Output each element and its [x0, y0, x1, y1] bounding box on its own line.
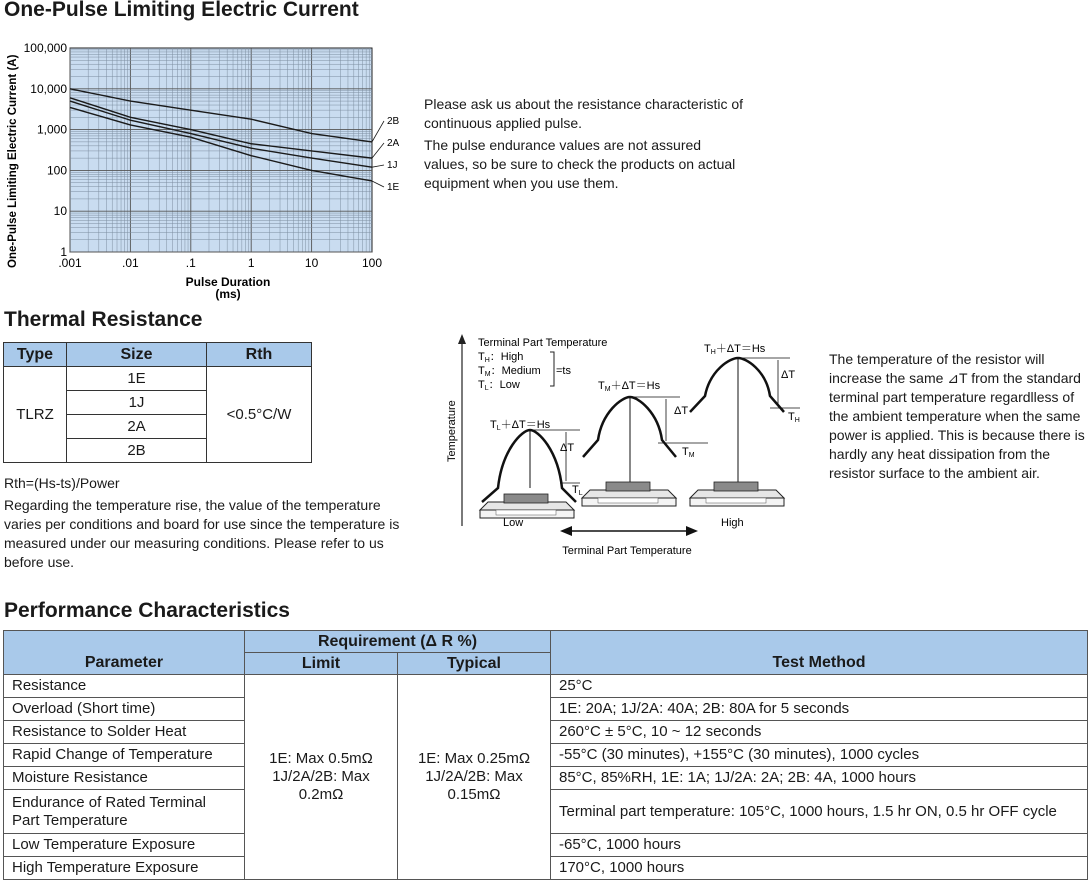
- perf-limit: [245, 675, 398, 880]
- svg-text:TM＋ΔT＝Hs: TM＋ΔT＝Hs: [598, 380, 661, 393]
- y-tick-label: 100: [46, 163, 67, 178]
- perf-method: Terminal part temperature: 105°C, 1000 hours, 1.5 hr ON, 0.5 hr OFF cycle: [551, 790, 1088, 834]
- perf-parameter: Resistance to Solder Heat: [4, 721, 245, 744]
- y-tick-label: 10,000: [30, 81, 67, 96]
- perf-method: 85°C, 85%RH, 1E: 1A; 1J/2A: 2A; 2B: 4A, 1000 hours: [551, 767, 1088, 790]
- thermal-header-size: Size: [67, 343, 207, 367]
- y-tick-label: 1: [60, 245, 67, 259]
- diagram-x-axis: Terminal Part Temperature: [562, 545, 692, 557]
- perf-header-parameter: Parameter: [4, 631, 245, 675]
- series-label-1E: 1E: [387, 182, 400, 193]
- series-label-1J: 1J: [387, 160, 398, 171]
- x-tick-label: 10: [304, 256, 319, 270]
- x-tick-label: 100: [361, 256, 383, 270]
- chip-high: [690, 482, 784, 506]
- x-axis-unit: (ms): [215, 287, 241, 301]
- thermal-header-type: Type: [4, 343, 67, 367]
- y-tick-label: 1,000: [36, 122, 67, 137]
- y-tick-label: 100,000: [23, 41, 67, 55]
- perf-parameter: Endurance of Rated Terminal Part Temperature: [4, 790, 245, 834]
- plot-area: [70, 48, 372, 252]
- perf-header-limit: Limit: [245, 653, 398, 675]
- diagram-y-axis: Temperature: [446, 400, 458, 462]
- thermal-rth-cell: <0.5°C/W: [207, 367, 312, 463]
- x-tick-label: 1: [247, 256, 255, 270]
- svg-text:ΔT: ΔT: [674, 405, 689, 417]
- svg-text:TM：Medium: TM：Medium: [478, 365, 541, 378]
- typical-line-2: 1J/2A/2B: Max: [425, 768, 523, 785]
- perf-parameter: Moisture Resistance: [4, 767, 245, 790]
- svg-text:TM: TM: [682, 446, 695, 459]
- thermal-paragraph: Regarding the temperature rise, the value of the temperature varies per conditions and board for use since the temperature is measured under our measuring conditions. Please refer to us before use.: [4, 497, 400, 570]
- perf-method: 260°C ± 5°C, 10 ~ 12 seconds: [551, 721, 1088, 744]
- svg-text:ΔT: ΔT: [781, 369, 796, 381]
- series-leader-2A: [372, 143, 384, 158]
- diagram-legend-ts: =ts: [556, 365, 571, 377]
- chart-grid: [70, 48, 372, 252]
- perf-parameter: High Temperature Exposure: [4, 857, 245, 880]
- perf-section-title: Performance Characteristics: [4, 599, 290, 622]
- perf-method: 170°C, 1000 hours: [551, 857, 1088, 880]
- chip-medium: [582, 482, 676, 506]
- perf-parameter: Overload (Short time): [4, 698, 245, 721]
- pulse-note-2: The pulse endurance values are not assured values, so be sure to check the products on actual equipment when you use them.: [424, 137, 736, 191]
- svg-text:TL: TL: [572, 484, 583, 497]
- series-leader-1J: [372, 165, 384, 167]
- svg-text:ΔT: ΔT: [560, 442, 575, 454]
- perf-method: -65°C, 1000 hours: [551, 834, 1088, 857]
- x-tick-label: .001: [58, 256, 82, 270]
- thermal-resistance-table: [3, 342, 312, 463]
- x-axis-label: Pulse Duration: [185, 275, 271, 289]
- limit-line-2: 1J/2A/2B: Max: [272, 768, 370, 785]
- thermal-size-cell: 2A: [67, 415, 207, 439]
- perf-parameter: Low Temperature Exposure: [4, 834, 245, 857]
- perf-typical: [398, 675, 551, 880]
- perf-method: 25°C: [551, 675, 1088, 698]
- perf-header-requirement: Requirement (Δ R %): [245, 631, 551, 653]
- perf-method: -55°C (30 minutes), +155°C (30 minutes), 1000 cycles: [551, 744, 1088, 767]
- thermal-header-rth: Rth: [207, 343, 312, 367]
- thermal-explanation: The temperature of the resistor will increase the same ⊿T from the standard terminal part temperature regardlless of the ambient temperature when the same power is applied. This is because there is hardly any heat dissipation from the resistor surface to the ambient air.: [829, 351, 1085, 481]
- temperature-diagram: [440, 330, 825, 565]
- svg-text:TL：Low: TL：Low: [478, 379, 520, 392]
- limit-line-1: 1E: Max 0.5mΩ: [269, 750, 373, 767]
- series-label-2A: 2A: [387, 138, 400, 149]
- diagram-label-low: Low: [503, 517, 524, 529]
- x-tick-label: .01: [122, 256, 139, 270]
- thermal-size-cell: 2B: [67, 439, 207, 463]
- pulse-section-title: One-Pulse Limiting Electric Current: [4, 0, 359, 21]
- x-tick-label: .1: [185, 256, 196, 270]
- pulse-chart: [0, 30, 410, 305]
- svg-text:TH：High: TH：High: [478, 351, 524, 364]
- y-tick-label: 10: [53, 204, 67, 219]
- performance-table: [3, 630, 1088, 880]
- svg-text:TH＋ΔT＝Hs: TH＋ΔT＝Hs: [704, 343, 766, 356]
- diagram-label-high: High: [721, 517, 744, 529]
- svg-text:TH: TH: [788, 411, 800, 424]
- pulse-note-1: Please ask us about the resistance characteristic of continuous applied pulse.: [424, 96, 744, 131]
- limit-line-3: 0.2mΩ: [298, 786, 344, 803]
- thermal-size-cell: 1J: [67, 391, 207, 415]
- perf-header-typical: Typical: [398, 653, 551, 675]
- perf-parameter: Rapid Change of Temperature: [4, 744, 245, 767]
- y-axis-label: One-Pulse Limiting Electric Current (A): [7, 54, 19, 268]
- series-leader-1E: [372, 181, 384, 187]
- svg-text:TL＋ΔT＝Hs: TL＋ΔT＝Hs: [490, 419, 551, 432]
- perf-method: 1E: 20A; 1J/2A: 40A; 2B: 80A for 5 seconds: [551, 698, 1088, 721]
- diagram-legend-title: Terminal Part Temperature: [478, 337, 608, 349]
- typical-line-3: 0.15mΩ: [447, 786, 501, 803]
- series-leader-2B: [372, 121, 384, 142]
- perf-header-test: Test Method: [551, 631, 1088, 675]
- thermal-type-cell: TLRZ: [4, 367, 67, 463]
- series-label-2B: 2B: [387, 116, 400, 127]
- thermal-formula: Rth=(Hs-ts)/Power: [4, 475, 120, 491]
- thermal-section-title: Thermal Resistance: [4, 308, 203, 331]
- thermal-size-cell: 1E: [67, 367, 207, 391]
- perf-parameter: Resistance: [4, 675, 245, 698]
- chip-low: [480, 494, 574, 518]
- typical-line-1: 1E: Max 0.25mΩ: [417, 750, 531, 767]
